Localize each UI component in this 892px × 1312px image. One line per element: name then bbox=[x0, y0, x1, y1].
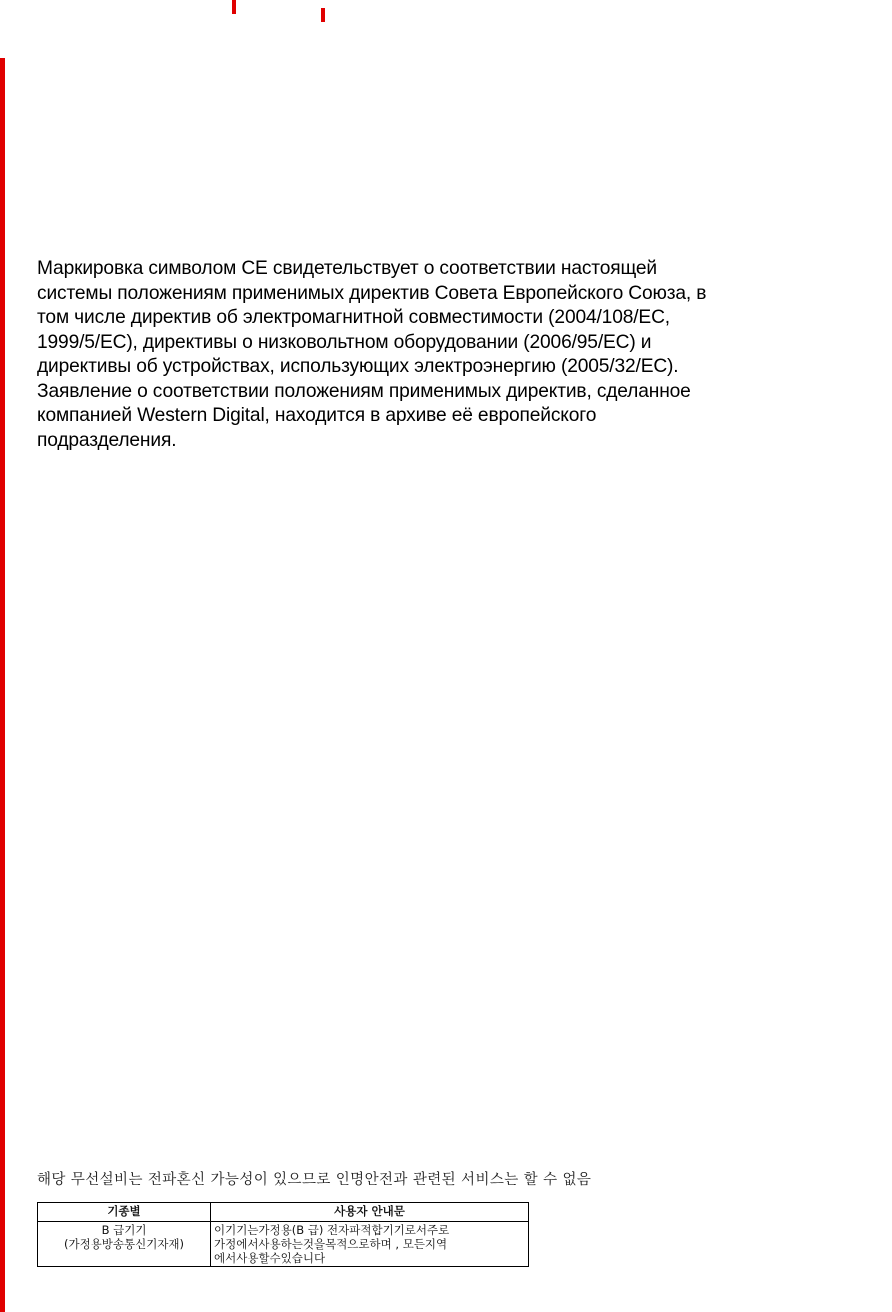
paragraph-line: системы положениям применимых директив Совета Европейского Союза, в bbox=[37, 282, 707, 304]
device-class-cell bbox=[38, 1222, 211, 1267]
paragraph-line: компанией Western Digital, находится в архиве её европейского bbox=[37, 405, 597, 426]
table-row bbox=[38, 1222, 529, 1267]
table-header-row bbox=[38, 1203, 529, 1222]
crop-mark bbox=[232, 0, 236, 14]
header-user-guide: 사용자 안내문 bbox=[211, 1203, 529, 1222]
user-guide-line: 가정에서사용하는것을목적으로하며 , 모든지역 bbox=[214, 1237, 448, 1251]
crop-mark bbox=[321, 8, 325, 22]
left-margin-bar bbox=[0, 58, 5, 1312]
paragraph-line: 1999/5/EC), директивы о низковольтном оборудовании (2006/95/EC) и bbox=[37, 331, 652, 353]
paragraph-line: Заявление о соответствии положениям применимых директив, сделанное bbox=[37, 380, 691, 402]
paragraph-line: директивы об устройствах, использующих электроэнергию (2005/32/EC). bbox=[37, 356, 679, 377]
device-class-line: B 급기기 bbox=[101, 1223, 147, 1237]
paragraph-line: том числе директив об электромагнитной совместимости (2004/108/EC, bbox=[37, 307, 670, 328]
user-guide-line: 에서사용할수있습니다 bbox=[214, 1251, 326, 1265]
header-device-class: 기종별 bbox=[38, 1203, 211, 1222]
user-guide-cell bbox=[211, 1222, 529, 1267]
device-class-line: (가정용방송통신기자재) bbox=[63, 1237, 185, 1251]
paragraph-line: подразделения. bbox=[37, 429, 177, 451]
korea-radio-statement: 해당 무선설비는 전파혼신 가능성이 있으므로 인명안전과 관련된 서비스는 할 수 없음 bbox=[37, 1172, 592, 1188]
paragraph-line: Маркировка символом CE свидетельствует о соответствии настоящей bbox=[37, 258, 657, 279]
korea-device-class-table bbox=[37, 1202, 529, 1267]
user-guide-line: 이기기는가정용(B 급) 전자파적합기기로서주로 bbox=[214, 1223, 450, 1237]
ce-compliance-paragraph bbox=[37, 257, 837, 453]
